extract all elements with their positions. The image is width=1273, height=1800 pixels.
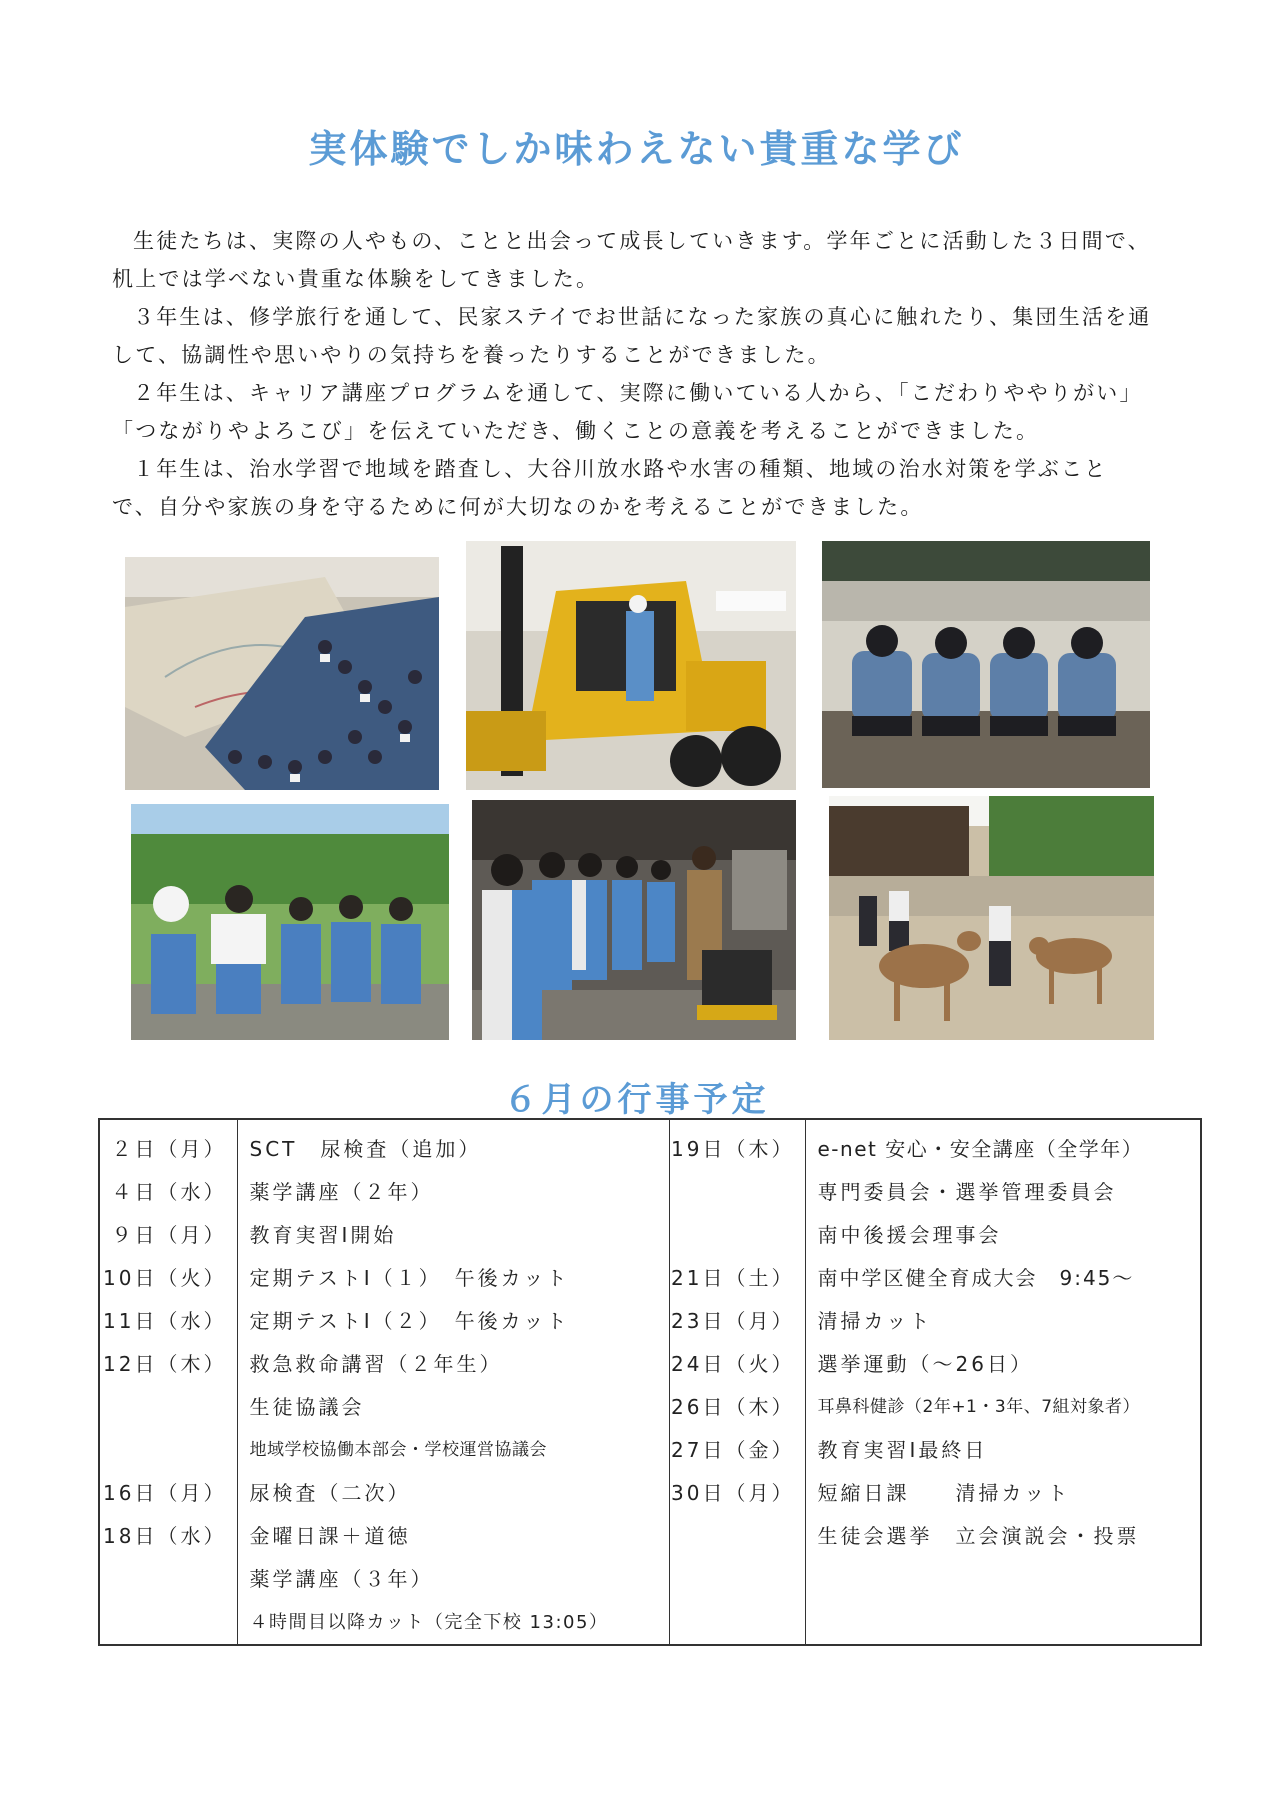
paragraph: ３年生は、修学旅行を通して、民家ステイでお世話になった家族の真心に触れたり、集団生活を通して、協調性や思いやりの気持ちを養ったりすることができました。	[112, 305, 1152, 367]
schedule-date: 24日（火）	[671, 1352, 795, 1376]
schedule-event: 生徒会選挙 立会演説会・投票	[817, 1524, 1140, 1548]
schedule-date	[670, 1601, 805, 1644]
photo-field-study	[131, 804, 449, 1040]
schedule-date: 30日（月）	[671, 1481, 795, 1505]
schedule-date	[670, 1214, 805, 1257]
schedule-title: ６月の行事予定	[503, 1080, 770, 1120]
photo-terrain-model	[125, 557, 439, 790]
schedule-event: 薬学講座（２年）	[249, 1180, 434, 1204]
schedule-date	[670, 1515, 805, 1558]
schedule-date	[100, 1601, 237, 1644]
schedule-date: ９日（月）	[111, 1223, 227, 1247]
schedule-date: 19日（木）	[671, 1137, 795, 1161]
schedule-date: 16日（月）	[103, 1481, 227, 1505]
schedule-event: 薬学講座（３年）	[249, 1567, 434, 1591]
schedule-event: 専門委員会・選挙管理委員会	[817, 1180, 1117, 1204]
schedule-date: 10日（火）	[103, 1266, 227, 1290]
page-title: 実体験でしか味わえない貴重な学び	[308, 127, 965, 171]
schedule-event: 救急救命講習（２年生）	[249, 1352, 503, 1376]
schedule-event: 尿検査（二次）	[249, 1481, 411, 1505]
schedule-date	[100, 1558, 237, 1601]
schedule-event	[806, 1601, 1201, 1644]
photo-construction-vehicle	[466, 541, 796, 790]
schedule-date: 12日（木）	[103, 1352, 227, 1376]
schedule-event: 地域学校協働本部会・学校運営協議会	[249, 1440, 547, 1460]
left-date-column	[99, 1119, 237, 1645]
schedule-event: 南中後援会理事会	[817, 1223, 1002, 1247]
schedule-event: SCT 尿検査（追加）	[249, 1137, 482, 1161]
schedule-date: 18日（水）	[103, 1524, 227, 1548]
paragraph: １年生は、治水学習で地域を踏査し、大谷川放水路や水害の種類、地域の治水対策を学ぶことで、自分や家族の身を守るために何が大切なのかを考えることができました。	[112, 457, 1108, 519]
schedule-event: 短縮日課 清掃カット	[817, 1481, 1071, 1505]
schedule-date: 11日（水）	[103, 1309, 227, 1333]
schedule-date: 26日（木）	[671, 1395, 795, 1419]
schedule-event: 清掃カット	[817, 1309, 933, 1333]
schedule-table	[98, 1118, 1202, 1646]
right-event-column	[805, 1119, 1201, 1645]
schedule-date	[100, 1429, 237, 1472]
schedule-event: 金曜日課＋道徳	[249, 1524, 411, 1548]
schedule-date: ２日（月）	[111, 1137, 227, 1161]
schedule-event: 教育実習Ⅰ最終日	[817, 1438, 988, 1462]
schedule-event: 生徒協議会	[249, 1395, 365, 1419]
schedule-event: 教育実習Ⅰ開始	[249, 1223, 397, 1247]
paragraph: 生徒たちは、実際の人やもの、ことと出会って成長していきます。学年ごとに活動した３日間で、机上では学べない貴重な体験をしてきました。	[112, 229, 1151, 291]
paragraph: ２年生は、キャリア講座プログラムを通して、実際に働いている人から、「こだわりややりがい」「つながりやよろこび」を伝えていただき、働くことの意義を考えることができました。	[112, 381, 1143, 443]
photo-students-veranda	[822, 541, 1150, 788]
right-date-column	[669, 1119, 805, 1645]
schedule-date: 23日（月）	[671, 1309, 795, 1333]
schedule-event: e-net 安心・安全講座（全学年）	[817, 1137, 1144, 1161]
left-event-column	[237, 1119, 669, 1645]
schedule-date: 21日（土）	[671, 1266, 795, 1290]
schedule-event: 南中学区健全育成大会 9:45～	[817, 1266, 1135, 1290]
schedule-event: 選挙運動（～26日）	[817, 1352, 1033, 1376]
schedule-event: 耳鼻科健診（2年+1・3年、7組対象者）	[817, 1397, 1141, 1417]
schedule-date	[670, 1171, 805, 1214]
schedule-date: ４日（水）	[111, 1180, 227, 1204]
schedule-event: 定期テストⅠ（２） 午後カット	[249, 1309, 570, 1333]
schedule-date	[100, 1386, 237, 1429]
schedule-event: ４時間目以降カット（完全下校 13:05）	[249, 1612, 609, 1633]
intro-text	[112, 222, 1152, 526]
schedule-date	[670, 1558, 805, 1601]
schedule-event: 定期テストⅠ（１） 午後カット	[249, 1266, 570, 1290]
photo-nara-deer	[829, 796, 1154, 1040]
schedule-date: 27日（金）	[671, 1438, 795, 1462]
schedule-event	[806, 1558, 1201, 1601]
photo-career-lecture	[472, 800, 796, 1040]
